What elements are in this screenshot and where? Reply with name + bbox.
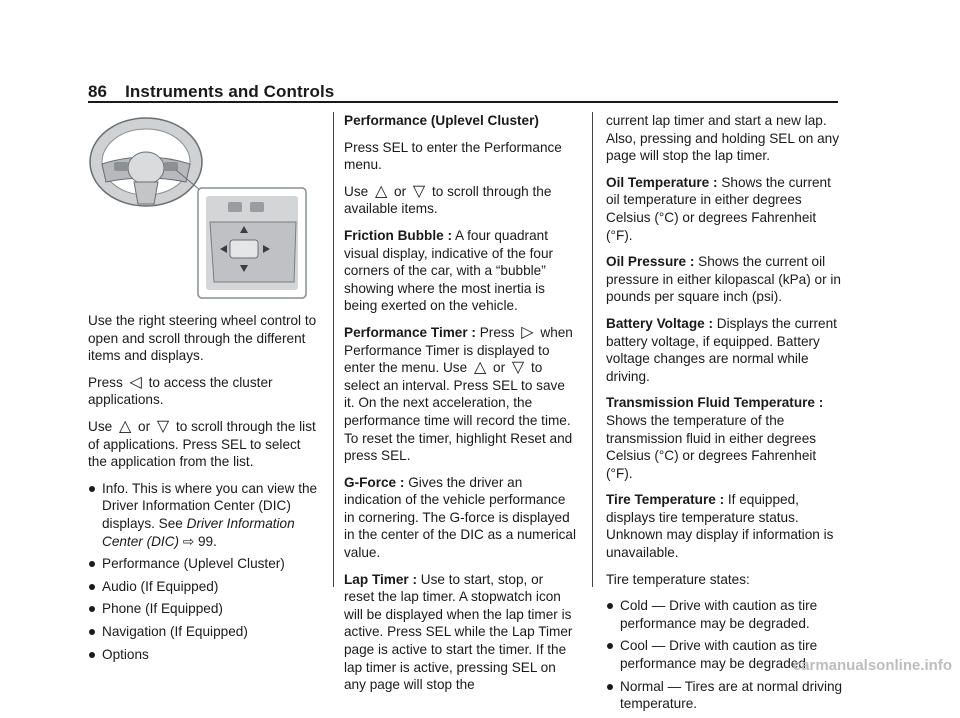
press-instruction: Press ◁ to access the cluster applications. xyxy=(88,373,273,408)
performance-heading: Performance (Uplevel Cluster) xyxy=(344,113,539,128)
list-item: Audio (If Equipped) xyxy=(88,578,320,596)
list-item: Navigation (If Equipped) xyxy=(88,623,320,641)
lap-timer-continued: current lap timer and start a new lap. Also, pressing and holding SEL on any page will stop the lap timer. xyxy=(606,113,840,164)
friction-bubble-entry: Friction Bubble : A four quadrant visual display, indicative of the four corners of the car, with a “bubble” showing where the most inertia is being exerted on the vehicle. xyxy=(344,227,554,314)
steering-wheel-illustration xyxy=(88,112,320,302)
down-arrow-icon: ▽ xyxy=(412,182,426,200)
column-divider xyxy=(592,112,593,587)
oil-pressure-entry: Oil Pressure : Shows the current oil pressure in either kilopascal (kPa) or in pounds per square inch (psi). xyxy=(606,254,841,305)
list-item: Options xyxy=(88,646,320,664)
page-header xyxy=(88,82,334,102)
watermark: carmanualsonline.info xyxy=(792,657,952,674)
up-arrow-icon: △ xyxy=(473,359,487,377)
lap-timer-entry: Lap Timer : Use to start, stop, or reset the lap timer. A stopwatch icon will be displayed when the lap timer is active. Press SEL while the Lap Timer page is active to start the timer. If the lap timer is active, pressing SEL on any page will stop the xyxy=(344,571,573,693)
sel-instruction: Press SEL to enter the Performance menu. xyxy=(344,139,562,173)
dic-reference-link[interactable]: Driver Information Center (DIC) xyxy=(102,515,295,549)
performance-timer-entry: Performance Timer : Press ▷ when Performance Timer is displayed to enter the menu. Use △ or ▽ to select an interval. Press SEL to save it. On the next acceleration, the performance time will record the time. To reset the timer, highlight Reset and press SEL. xyxy=(344,323,573,464)
intro-text: Use the right steering wheel control to open and scroll through the different items and displays. xyxy=(88,313,317,364)
application-list xyxy=(88,480,320,663)
list-item: Cool — Drive with caution as tire performance may be degraded. xyxy=(606,637,844,672)
oil-temperature-entry: Oil Temperature : Shows the current oil temperature in either degrees Celsius (°C) or degrees Fahrenheit (°F). xyxy=(606,174,831,243)
up-arrow-icon: △ xyxy=(374,182,388,200)
tire-temperature-entry: Tire Temperature : If equipped, displays tire temperature status. Unknown may display if information is unavailable. xyxy=(606,492,834,561)
list-item: Cold — Drive with caution as tire performance may be degraded. xyxy=(606,597,844,632)
list-item-info: Info. This is where you can view the Driver Information Center (DIC) displays. See Driver Information Center (DIC) ⇨ 99. xyxy=(88,480,320,550)
column-2 xyxy=(344,112,576,703)
tire-states-list xyxy=(606,597,844,713)
down-arrow-icon: ▽ xyxy=(156,417,170,435)
scroll-instruction: Use △ or ▽ to scroll through the available items. xyxy=(344,182,552,217)
battery-voltage-entry: Battery Voltage : Displays the current battery voltage, if equipped. Battery voltage changes are normal while driving. xyxy=(606,315,837,384)
down-arrow-icon: ▽ xyxy=(511,359,525,377)
tire-states-heading: Tire temperature states: xyxy=(606,571,750,587)
transmission-temperature-entry: Transmission Fluid Temperature : Shows the temperature of the transmission fluid in either degrees Celsius (°C) or degrees Fahrenheit (°F). xyxy=(606,395,824,481)
scroll-instruction: Use △ or ▽ to scroll through the list of applications. Press SEL to select the application from the list. xyxy=(88,417,316,470)
section-title: Instruments and Controls xyxy=(125,82,335,101)
column-1 xyxy=(88,112,320,668)
column-divider xyxy=(333,112,334,587)
column-3 xyxy=(606,112,844,718)
list-item: Phone (If Equipped) xyxy=(88,600,320,618)
up-arrow-icon: △ xyxy=(118,417,132,435)
page-number: 86 xyxy=(88,82,108,101)
header-rule xyxy=(88,101,838,103)
list-item: Performance (Uplevel Cluster) xyxy=(88,555,320,573)
list-item: Normal — Tires are at normal driving temperature. xyxy=(606,678,844,713)
left-arrow-icon: ◁ xyxy=(129,373,142,391)
g-force-entry: G-Force : Gives the driver an indication of the vehicle performance in cornering. The G-force is displayed in the center of the DIC as a numerical value. xyxy=(344,474,576,561)
right-arrow-icon: ▷ xyxy=(521,323,534,341)
